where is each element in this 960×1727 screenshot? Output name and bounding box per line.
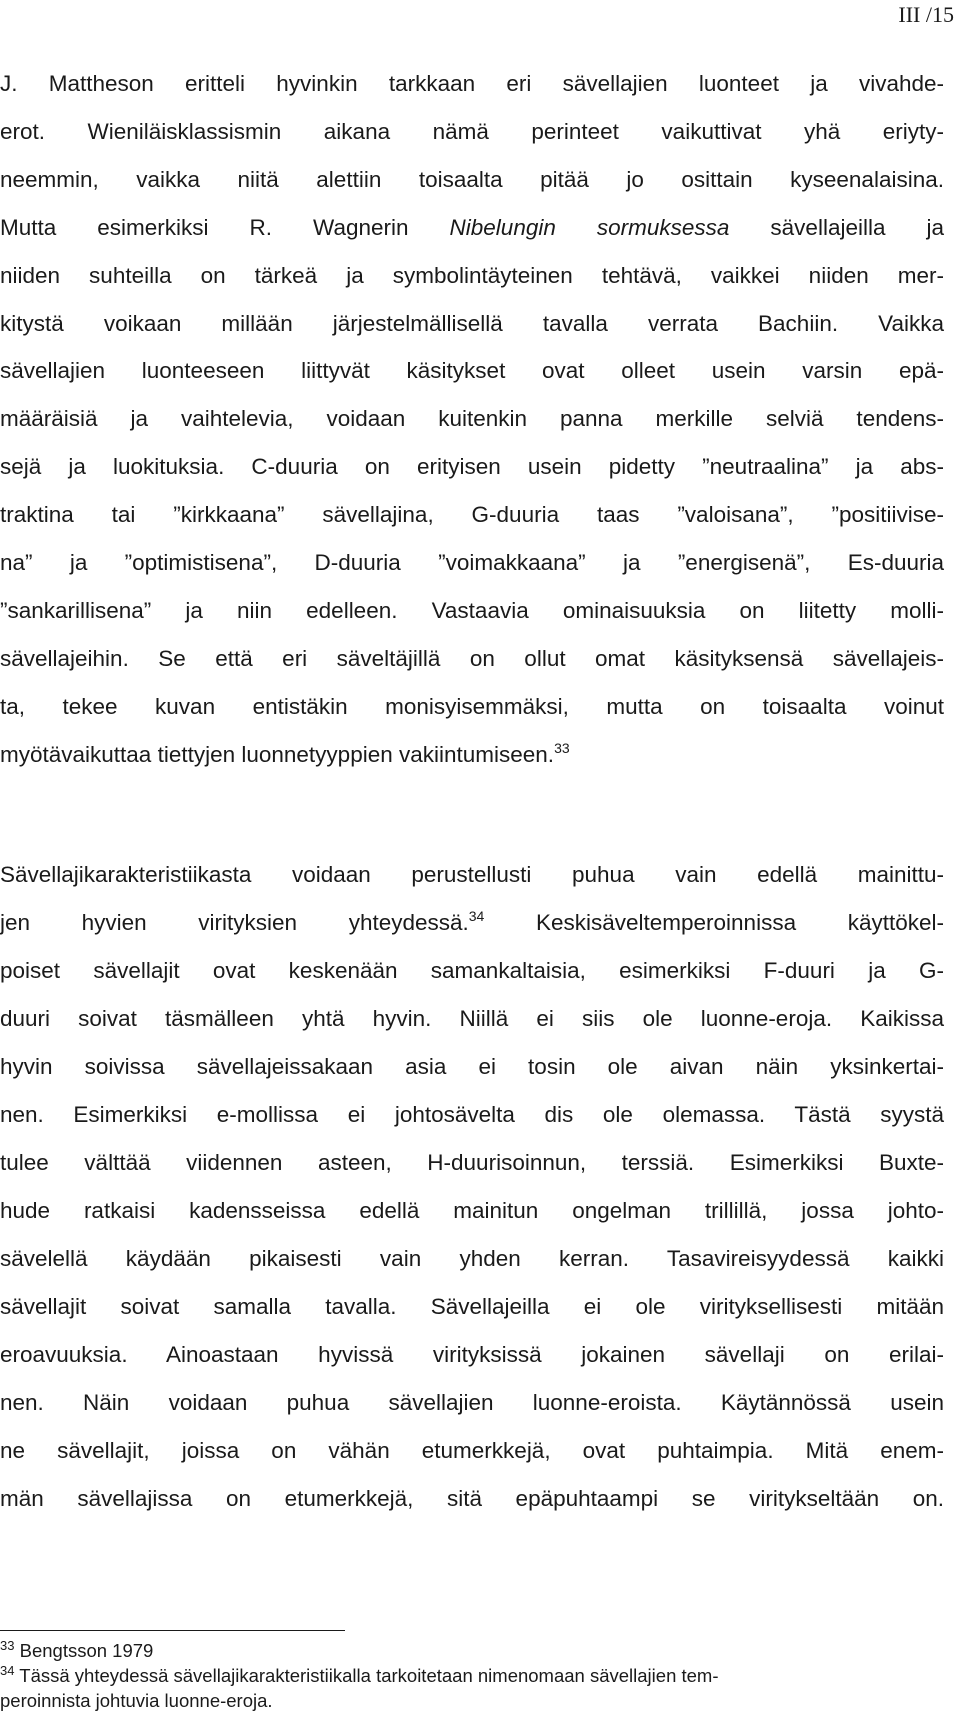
text-line: myötävaikuttaa tiettyjen luonnetyyppien vakiintumiseen.$^{33}$ <box>0 740 570 767</box>
text-line: jen hyvien virityksien yhteydessä.$^{34}$ Keskisäveltemperoinnissa käyttökel- <box>0 908 944 935</box>
text-line: nen. Näin voidaan puhua sävellajien luonne-eroista. Käytännössä usein <box>0 1390 944 1415</box>
text-line: sävellajit soivat samalla tavalla. Sävellajeilla ei ole virityksellisesti mitään <box>0 1294 944 1319</box>
text-line: ”sankarillisena” ja niin edelleen. Vastaavia ominaisuuksia on liitetty molli- <box>0 598 944 623</box>
footnote-ref-34[interactable]: 34 <box>468 908 485 924</box>
text-line: sävelellä käydään pikaisesti vain yhden kerran. Tasavireisyydessä kaikki <box>0 1246 944 1271</box>
footnote-34-continued: peroinnista johtuvia luonne-eroja. <box>0 1690 273 1711</box>
text-line: kitystä voikaan millään järjestelmällisellä tavalla verrata Bachiin. Vaikka <box>0 311 944 336</box>
text-line: poiset sävellajit ovat keskenään samankaltaisia, esimerkiksi F-duuri ja G- <box>0 958 944 983</box>
text-line: J. Mattheson eritteli hyvinkin tarkkaan eri sävellajien luonteet ja vivahde- <box>0 71 944 96</box>
footnote-34: $^{34}$ Tässä yhteydessä sävellajikarakteristiikalla tarkoitetaan nimenomaan sävellajien tem- <box>0 1663 719 1686</box>
text-line: eroavuuksia. Ainoastaan hyvissä virityksissä jokainen sävellaji on erilai- <box>0 1342 944 1367</box>
text-line: nen. Esimerkiksi e-mollissa ei johtosävelta dis ole olemassa. Tästä syystä <box>0 1102 944 1127</box>
work-title: Nibelungin sormuksessa <box>449 215 730 240</box>
footnote-divider <box>0 1630 345 1631</box>
footnote-33: $^{33}$ Bengtsson 1979 <box>0 1638 154 1661</box>
text-line: tulee välttää viidennen asteen, H-duurisoinnun, terssiä. Esimerkiksi Buxte- <box>0 1150 944 1175</box>
text-line: na” ja ”optimistisena”, D-duuria ”voimakkaana” ja ”energisenä”, Es-duuria <box>0 550 944 575</box>
text-line: määräisiä ja vaihtelevia, voidaan kuitenkin panna merkille selviä tendens- <box>0 406 944 431</box>
text-line: hude ratkaisi kadensseissa edellä mainitun ongelman trillillä, jossa johto- <box>0 1198 944 1223</box>
text-line: neemmin, vaikka niitä alettiin toisaalta pitää jo osittain kyseenalaisina. <box>0 167 944 192</box>
text-line: sejä ja luokituksia. C-duuria on erityisen usein pidetty ”neutraalina” ja abs- <box>0 454 944 479</box>
text-line: ne sävellajit, joissa on vähän etumerkkejä, ovat puhtaimpia. Mitä enem- <box>0 1438 944 1463</box>
text-line: sävellajeihin. Se että eri säveltäjillä on ollut omat käsityksensä sävellajeis- <box>0 646 944 671</box>
text-line: sävellajien luonteeseen liittyvät käsitykset ovat olleet usein varsin epä- <box>0 358 944 383</box>
text-line: hyvin soivissa sävellajeissakaan asia ei tosin ole aivan näin yksinkertai- <box>0 1054 944 1079</box>
text-line: traktina tai ”kirkkaana” sävellajina, G-duuria taas ”valoisana”, ”positiivise- <box>0 502 944 527</box>
text-line: män sävellajissa on etumerkkejä, sitä epäpuhtaampi se viritykseltään on. <box>0 1486 944 1511</box>
page-number: III /15 <box>898 2 954 27</box>
footnote-ref-33[interactable]: 33 <box>554 740 570 756</box>
text-line: niiden suhteilla on tärkeä ja symbolintäyteinen tehtävä, vaikkei niiden mer- <box>0 263 944 288</box>
text-line: erot. Wieniläisklassismin aikana nämä perinteet vaikuttivat yhä eriyty- <box>0 119 944 144</box>
text-line: Sävellajikarakteristiikasta voidaan perustellusti puhua vain edellä mainittu- <box>0 862 944 887</box>
text-line: duuri soivat täsmälleen yhtä hyvin. Niillä ei siis ole luonne-eroja. Kaikissa <box>0 1006 944 1031</box>
text-line: ta, tekee kuvan entistäkin monisyisemmäksi, mutta on toisaalta voinut <box>0 694 944 719</box>
text-line: Mutta esimerkiksi R. Wagnerin Nibelungin sormuksessa sävellajeilla ja <box>0 215 944 240</box>
